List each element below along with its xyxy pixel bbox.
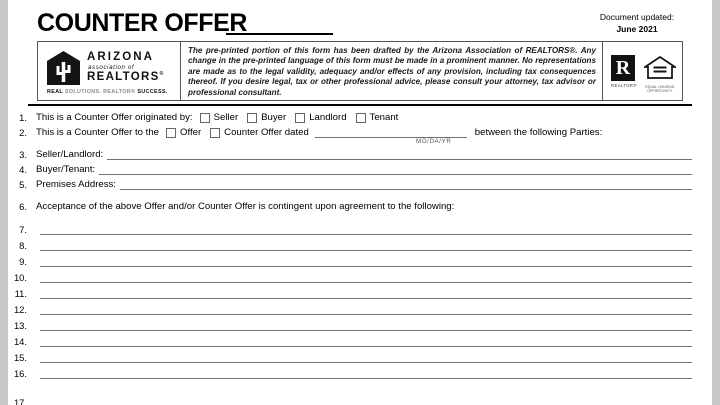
realtor-mark-caption: REALTOR® bbox=[611, 82, 637, 88]
blank-line-input[interactable] bbox=[40, 298, 692, 299]
blank-line-input[interactable] bbox=[40, 250, 692, 251]
blank-line-row bbox=[8, 269, 712, 285]
checkbox-counter-offer-dated[interactable] bbox=[210, 128, 220, 138]
checkbox-seller[interactable] bbox=[200, 113, 210, 123]
blank-line-input[interactable] bbox=[40, 346, 692, 347]
form-item-2 bbox=[8, 125, 712, 145]
form-item-3 bbox=[8, 147, 712, 162]
item-1-number: 1. bbox=[19, 112, 27, 123]
checkbox-tenant[interactable] bbox=[356, 113, 366, 123]
blank-line-row bbox=[8, 366, 712, 382]
page-title: COUNTER OFFER bbox=[37, 9, 248, 37]
blank-line-input[interactable] bbox=[40, 266, 692, 267]
header-info-box bbox=[37, 41, 683, 101]
trademark-cell bbox=[603, 42, 682, 100]
checkbox-offer-label: Offer bbox=[180, 127, 202, 138]
document-updated-value: June 2021 bbox=[616, 24, 658, 34]
blank-line-number: 8. bbox=[19, 239, 27, 251]
item-2-text: This is a Counter Offer to the bbox=[36, 127, 159, 138]
blank-line-row bbox=[8, 318, 712, 334]
spacer bbox=[8, 192, 712, 199]
form-item-5 bbox=[8, 177, 712, 192]
title-fill-in-line[interactable] bbox=[226, 33, 333, 35]
document-page bbox=[8, 0, 712, 405]
blank-line-row bbox=[8, 301, 712, 317]
aar-logo-line3: REALTORS® bbox=[87, 71, 164, 84]
equal-housing-house-icon bbox=[644, 56, 676, 79]
checkbox-seller-label: Seller bbox=[213, 112, 239, 123]
spacer bbox=[8, 214, 712, 221]
realtor-mark bbox=[611, 55, 637, 88]
item-5-label: Premises Address: bbox=[36, 179, 116, 190]
aar-logo-cell bbox=[38, 42, 181, 100]
header-divider bbox=[28, 104, 692, 106]
checkbox-landlord-label: Landlord bbox=[309, 112, 347, 123]
blank-line-number: 9. bbox=[19, 255, 27, 267]
buyer-tenant-input[interactable] bbox=[99, 174, 692, 175]
checkbox-offer[interactable] bbox=[166, 128, 176, 138]
disclaimer-cell bbox=[181, 42, 603, 100]
blank-line-input[interactable] bbox=[40, 362, 692, 363]
checkbox-tenant-label: Tenant bbox=[369, 112, 399, 123]
blank-line-number: 13. bbox=[13, 320, 27, 332]
aar-tagline: REAL SOLUTIONS. REALTOR® SUCCESS. bbox=[47, 89, 168, 95]
item-4-label: Buyer/Tenant: bbox=[36, 164, 96, 175]
item-3-number: 3. bbox=[19, 149, 27, 160]
date-format-hint: MO/DA/YR bbox=[416, 138, 452, 145]
form-item-1 bbox=[8, 110, 712, 125]
blank-line-input[interactable] bbox=[40, 330, 692, 331]
item-6-number: 6. bbox=[19, 201, 27, 212]
blank-line-number: 11. bbox=[14, 287, 27, 299]
item-5-number: 5. bbox=[19, 179, 27, 190]
blank-line-row bbox=[8, 221, 712, 237]
equal-housing-mark bbox=[644, 56, 676, 93]
blank-line-number: 16. bbox=[13, 368, 27, 380]
item-2-number: 2. bbox=[19, 127, 27, 138]
contingency-blank-lines bbox=[8, 221, 712, 382]
item-1-text: This is a Counter Offer originated by: bbox=[36, 112, 193, 123]
saguaro-cactus-icon bbox=[47, 51, 80, 85]
disclaimer-text: The pre-printed portion of this form has been drafted by the Arizona Association of REALTORS®. Any change in the pre-printed language of this form must be made in a prominent manner. No representations are made as to the legal validity, adequacy and/or effects of any provision, including tax consequences thereof. If you desire legal, tax or other professional advice, please consult your attorney, tax advisor or professional consultant. bbox=[188, 46, 596, 97]
blank-line-number: 7. bbox=[19, 223, 27, 235]
form-item-4 bbox=[8, 162, 712, 177]
item-3-label: Seller/Landlord: bbox=[36, 149, 104, 160]
aar-logo bbox=[47, 51, 163, 85]
checkbox-counter-offer-dated-label: Counter Offer dated bbox=[224, 127, 309, 138]
clipped-line-number: 17. bbox=[13, 397, 27, 405]
blank-line-number: 15. bbox=[13, 352, 27, 364]
blank-line-row bbox=[8, 285, 712, 301]
blank-line-row bbox=[8, 350, 712, 366]
blank-line-input[interactable] bbox=[40, 234, 692, 235]
realtor-r-icon: R bbox=[611, 55, 635, 81]
document-updated-label: Document updated: bbox=[599, 12, 675, 22]
spacer bbox=[8, 140, 712, 147]
document-updated-block bbox=[582, 11, 692, 35]
aar-logo-line2: association of bbox=[88, 63, 135, 71]
blank-line-row bbox=[8, 253, 712, 269]
blank-line-input[interactable] bbox=[40, 282, 692, 283]
blank-line-input[interactable] bbox=[40, 378, 692, 379]
blank-line-number: 10. bbox=[13, 271, 27, 283]
blank-line-number: 12. bbox=[13, 304, 27, 316]
blank-line-input[interactable] bbox=[40, 314, 692, 315]
item-2-trailing-text: between the following Parties: bbox=[474, 127, 603, 138]
blank-line-row bbox=[8, 334, 712, 350]
blank-line-number: 14. bbox=[13, 336, 27, 348]
checkbox-landlord[interactable] bbox=[295, 113, 305, 123]
seller-landlord-input[interactable] bbox=[107, 159, 692, 160]
aar-logo-wordmark bbox=[87, 52, 163, 83]
checkbox-buyer-label: Buyer bbox=[261, 112, 287, 123]
equal-housing-caption: EQUAL HOUSING OPPORTUNITY bbox=[645, 85, 675, 93]
premises-address-input[interactable] bbox=[120, 189, 692, 190]
checkbox-buyer[interactable] bbox=[247, 113, 257, 123]
document-header bbox=[8, 0, 712, 41]
blank-line-row bbox=[8, 237, 712, 253]
form-item-6 bbox=[8, 199, 712, 214]
item-4-number: 4. bbox=[19, 164, 27, 175]
item-6-text: Acceptance of the above Offer and/or Counter Offer is contingent upon agreement to the following: bbox=[36, 201, 455, 212]
form-body bbox=[8, 110, 712, 382]
aar-logo-line1: ARIZONA bbox=[87, 51, 155, 64]
